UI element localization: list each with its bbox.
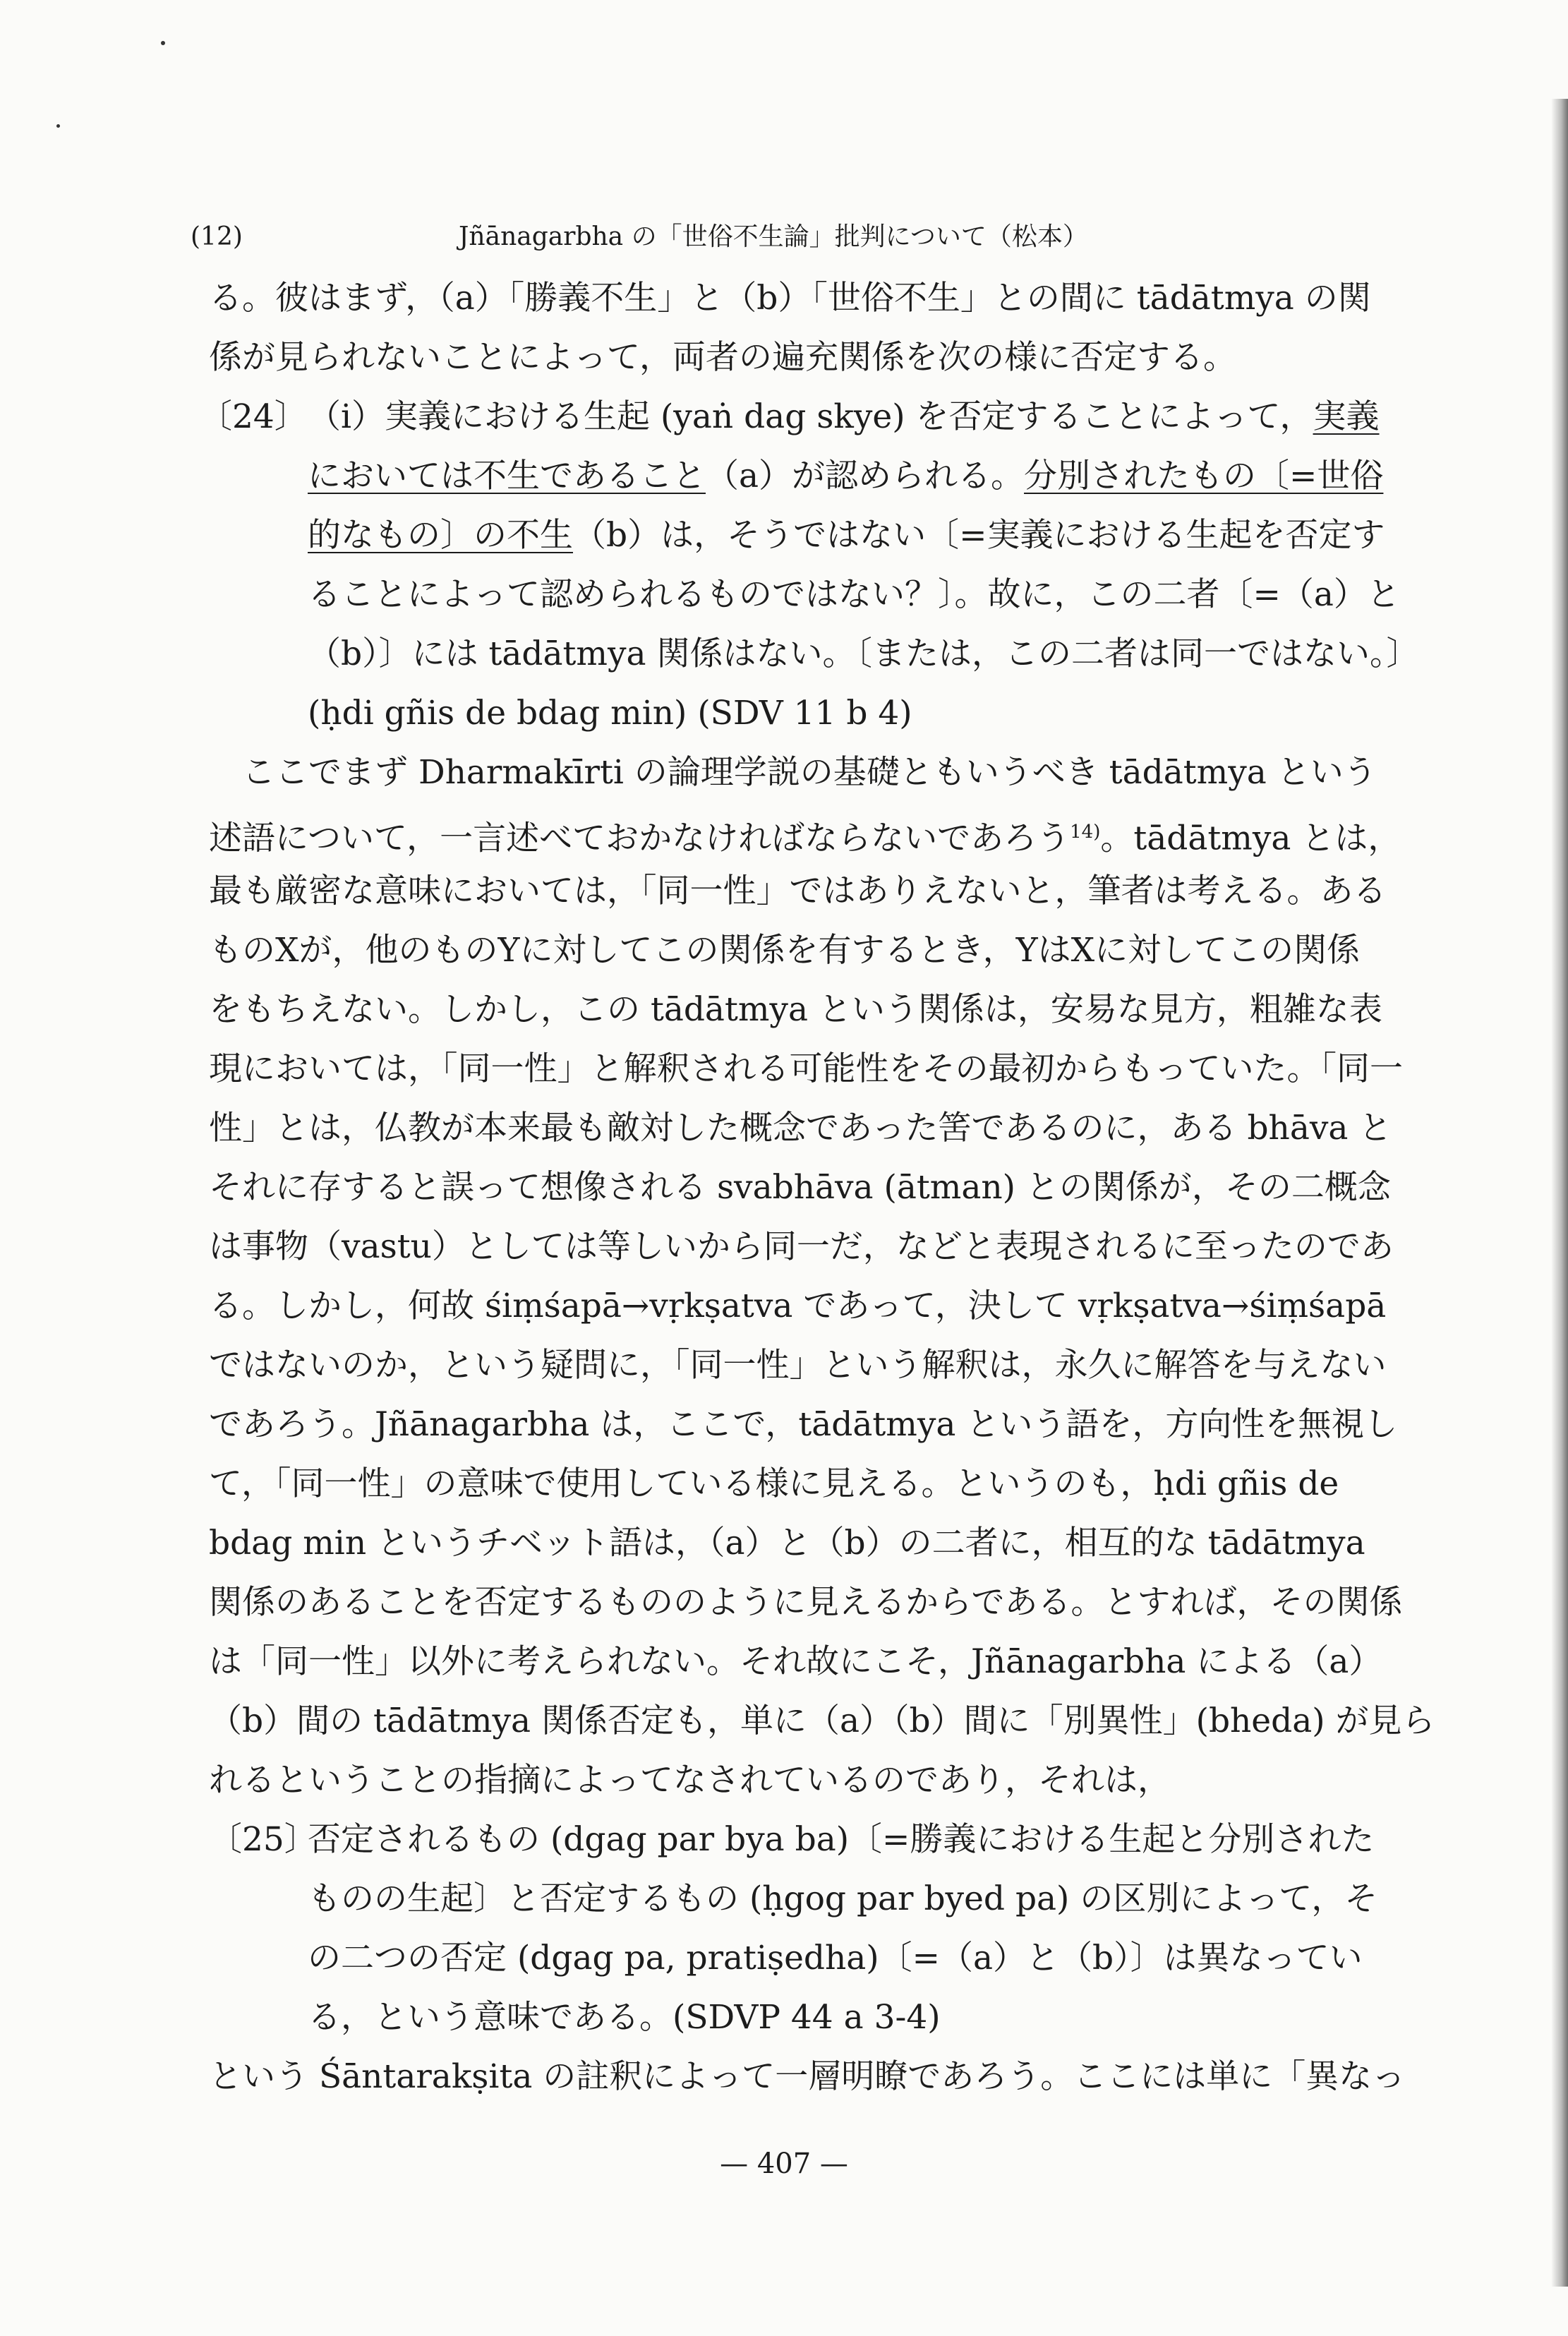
text-line [308, 394, 1486, 440]
text-line: 係が見られないことによって，両者の遍充関係を次の様に否定する。 [209, 338, 1237, 377]
underlined-segment: 分別されたもの〔=世俗 [1024, 457, 1384, 495]
running-title: Jñānagarbha の「世俗不生論」批判について（松本） [459, 222, 1088, 251]
text-line: であろう。Jñānagarbha は，ここで，tādātmya という語を，方向性を無視し [209, 1405, 1398, 1444]
text-line: （b）間の tādātmya 関係否定も，単に（a）（b）間に「別異性」(bheda) が見ら [209, 1702, 1435, 1740]
text-line: （b）〕には tādātmya 関係はない。〔または，この二者は同一ではない。〕 [308, 634, 1420, 673]
text-line: 現においては，「同一性」と解釈される可能性をその最初からもっていた。「同一 [209, 1049, 1403, 1088]
text-segment: （a）が認められる。 [706, 457, 1025, 495]
header-page-number: (12) [191, 222, 243, 251]
text-segment: （i）実義における生起 (yaṅ dag skye) を否定することによって， [308, 397, 1313, 436]
text-segment: （b）は，そうではない〔=実義における生起を否定す [573, 516, 1385, 555]
text-line: 関係のあることを否定するもののように見えるからである。とすれば，その関係 [209, 1583, 1403, 1622]
quote-label: 〔25〕 [209, 1820, 318, 1859]
text-line: て，「同一性」の意味で使用している様に見える。というのも，ḥdi gñis de [209, 1464, 1339, 1503]
text-line: る，という意味である。(SDVP 44 a 3-4) [308, 1998, 941, 2037]
footnote-ref: 14) [1070, 821, 1101, 843]
underlined-segment: においては不生であること [308, 457, 706, 495]
text-line: 性」とは，仏教が本来最も敵対した概念であった筈であるのに，ある bhāva と [209, 1109, 1392, 1148]
text-line: れるということの指摘によってなされているのであり，それは， [209, 1761, 1171, 1800]
text-line: る。しかし，何故 śiṃśapā→vṛkṣatva であって，決して vṛkṣatva→śiṃśapā [209, 1287, 1387, 1325]
text-segment: 述語について，一言述べておかなければならないであろう [209, 819, 1071, 858]
text-segment: 。tādātmya とは， [1100, 819, 1401, 858]
text-line: bdag min というチベット語は，（a）と（b）の二者に，相互的な tādātmya [209, 1524, 1365, 1563]
footer-page-number: — 407 — [720, 2148, 848, 2180]
quote-label: 〔24〕 [199, 397, 308, 436]
scan-speck [56, 124, 60, 128]
text-line: ものXが，他のものYに対してこの関係を有するとき，YはXに対してこの関係 [209, 931, 1361, 970]
text-line: ここでまず Dharmakīrti の論理学説の基礎ともいうべき tādātmya という [209, 753, 1377, 792]
text-line: それに存すると誤って想像される svabhāva (ātman) との関係が，その二概念 [209, 1168, 1391, 1207]
binding-shadow [1551, 99, 1568, 2287]
underlined-segment: 実義 [1313, 397, 1380, 436]
text-line: は「同一性」以外に考えられない。それ故にこそ，Jñānagarbha による（a） [209, 1642, 1382, 1681]
text-line: 否定されるもの (dgag par bya ba)〔=勝義における生起と分別された [308, 1820, 1375, 1859]
text-line: をもちえない。しかし，この tādātmya という関係は，安易な見方，粗雑な表 [209, 990, 1382, 1029]
text-line: の二つの否定 (dgag pa, pratiṣedha)〔=（a）と（b）〕は異なってい [308, 1939, 1363, 1977]
text-line: ることによって認められるものではない？〕。故に，この二者〔=（a）と [308, 575, 1400, 614]
underlined-segment: 的なもの〕の不生 [308, 516, 573, 555]
running-header [191, 217, 1291, 257]
text-line: (ḥdi gñis de bdag min) (SDV 11 b 4) [308, 694, 912, 733]
text-line: る。彼はまず，（a）「勝義不生」と（b）「世俗不生」との間に tādātmya の関 [209, 279, 1371, 318]
text-line: ものの生起〕と否定するもの (ḥgog par byed pa) の区別によって，そ [308, 1879, 1378, 1918]
text-line [308, 453, 1486, 500]
text-line: は事物（vastu）としては等しいから同一だ，などと表現されるに至ったのであ [209, 1227, 1394, 1266]
text-line [308, 512, 1486, 559]
text-line: という Śāntarakṣita の註釈によって一層明瞭であろう。ここには単に「異なっ [209, 2057, 1406, 2096]
text-line: ではないのか，という疑問に，「同一性」という解釈は，永久に解答を与えない [209, 1346, 1387, 1385]
text-line: 最も厳密な意味においては，「同一性」ではありえないと，筆者は考える。ある [209, 872, 1387, 910]
text-line [209, 809, 1486, 858]
scan-speck [161, 41, 165, 45]
